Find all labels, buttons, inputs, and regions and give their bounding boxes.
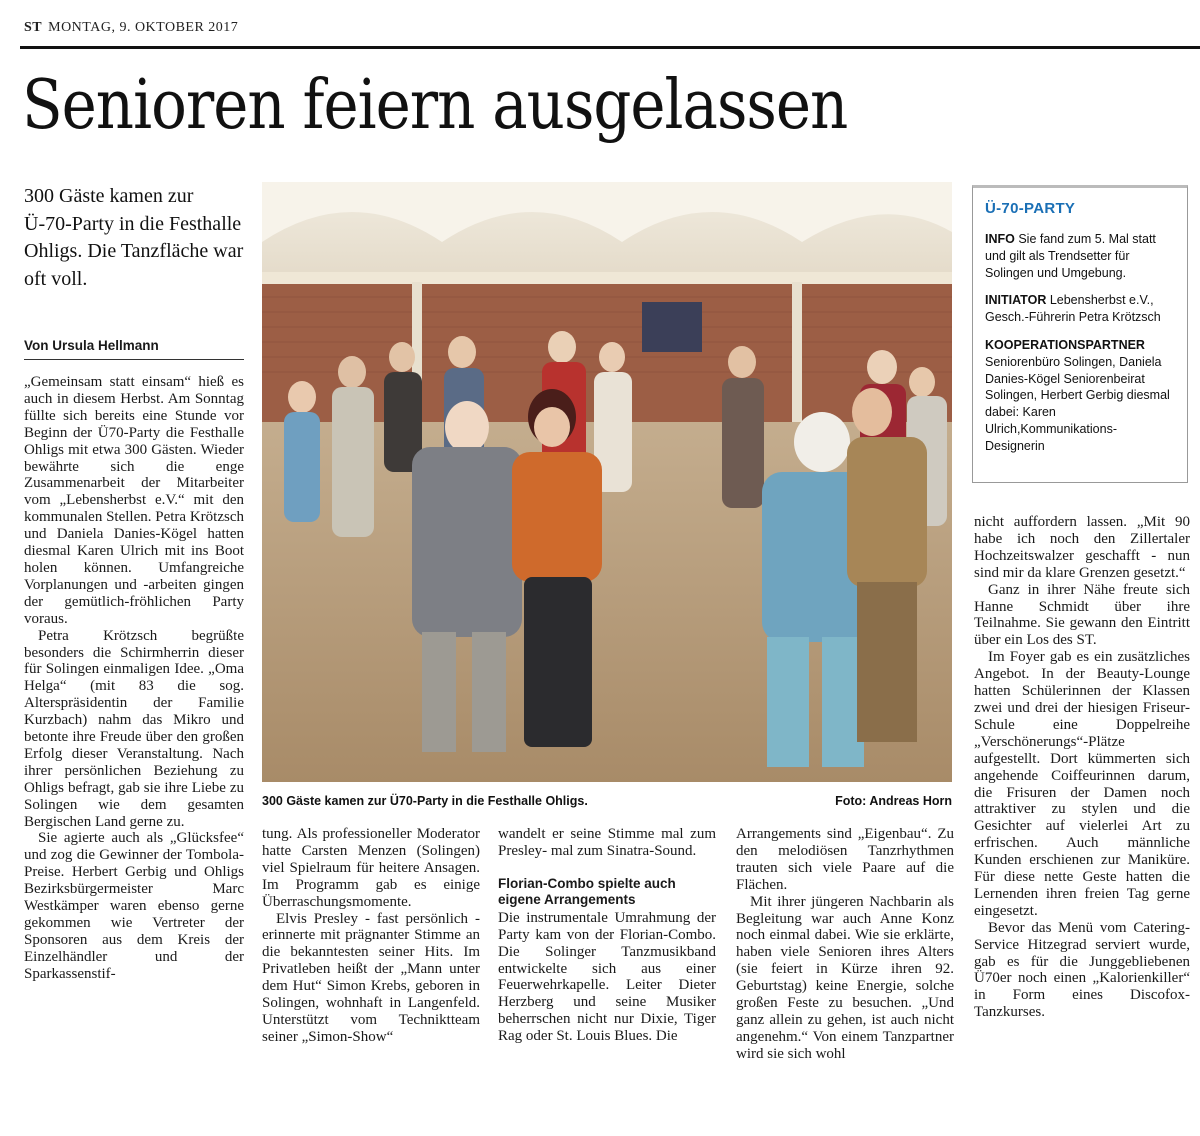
paragraph: Bevor das Menü vom Catering-Service Hitzegrad serviert wurde, gab es für die Junggebliebenen Ü70er noch einen „Kalorienkiller“ in Form eines Discofox-Tanzkurses. xyxy=(974,919,1190,1021)
photo-caption xyxy=(262,794,952,808)
photo-credit: Foto: Andreas Horn xyxy=(835,794,952,808)
initiator-entry xyxy=(985,292,1175,326)
partner-entry xyxy=(985,337,1175,455)
info-entry xyxy=(985,231,1175,281)
initiator-label: INITIATOR xyxy=(985,293,1047,308)
byline: Von Ursula Hellmann xyxy=(24,338,244,360)
initiator-text: Lebensherbst e.V., Gesch.-Führerin Petra Krötzsch xyxy=(985,293,1161,325)
dateline xyxy=(24,20,238,36)
article-column-4 xyxy=(736,826,954,1063)
caption-text: 300 Gäste kamen zur Ü70-Party in die Festhalle Ohligs. xyxy=(262,794,588,808)
subheading: Florian-Combo spielte auch eigene Arrangements xyxy=(498,875,676,907)
paragraph: Im Foyer gab es ein zusätzliches Angebot. In der Beauty-Lounge hatten Schülerinnen der Klassen zwei und drei der hiesigen Friseur-Schule eine Doppelreihe „Verschönerungs“-Plätze aufgestellt. Dort kümmerten sich angehende Coiffeurinnen darum, die Frisuren der Damen noch attraktiver zu stylen und die Gesichter auf vielerlei Art zu erfrischen. Auch männliche Kunden erschienen zur Maniküre. Für diese nette Geste hatten die Lernenden ihren freien Tag gerne eingesetzt. xyxy=(974,649,1190,919)
paragraph: Die instrumentale Umrahmung der Party kam von der Florian-Combo. Die Solinger Tanzmusikband entwickelte sich aus einer Feuerwehrkapelle. Leiter Dieter Herzberg und seine Musiker beherrschen nicht nur Dixie, Tiger Rag oder St. Louis Blues. Die xyxy=(498,909,716,1045)
article-column-3 xyxy=(498,826,716,1045)
article-column-5 xyxy=(974,514,1190,1021)
dance-hall-photo xyxy=(262,182,952,782)
paragraph: „Gemeinsam statt einsam“ hieß es auch in diesem Herbst. Am Sonntag füllte sich bereits eine Stunde vor Beginn der Ü70-Party die Festhalle Ohligs mit etwa 300 Gästen. Wieder bewährte sich die enge Zusammenarbeit der Mitarbeiter vom „Lebensherbst e.V.“ mit den kommunalen Stellen. Petra Krötzsch und Daniela Danies-Kögel hatten diesmal Karen Ulrich mit ins Boot holen können. Umfangreiche Vorplanungen und -arbeiten gingen der gemütlich-fröhlichen Party voraus. xyxy=(24,374,244,627)
section-label: ST xyxy=(24,20,43,35)
paragraph: nicht auffordern lassen. „Mit 90 habe ich noch den Zillertaler Hochzeitswalzer geschafft - nun sind mir da klare Grenzen gesetzt.“ xyxy=(974,514,1190,581)
teaser: 300 Gäste kamen zur Ü-70-Party in die Festhalle Ohligs. Die Tanzfläche war oft voll. xyxy=(24,185,244,290)
article-column-2 xyxy=(262,826,480,1046)
paragraph: Mit ihrer jüngeren Nachbarin als Begleitung war auch Anne Konz noch einmal dabei. Wie sie erklärte, haben viele Senioren ihres Alters (sie feiert in Kürze ihren 92. Geburtstag) keine Energie, solche großen Feste zu besuchen. „Und ganz allein zu gehen, ist auch nicht angenehm.“ Von einem Tanzpartner wird sie sich wohl xyxy=(736,893,954,1062)
info-text: Sie fand zum 5. Mal statt und gilt als Trendsetter für Solingen und Umgebung. xyxy=(985,232,1156,280)
info-box xyxy=(972,185,1188,483)
paragraph: tung. Als professioneller Moderator hatte Carsten Menzen (Solingen) viel Spielraum für heitere Ansagen. Im Programm gab es einige Überraschungsmomente. xyxy=(262,826,480,910)
paragraph: wandelt er seine Stimme mal zum Presley- mal zum Sinatra-Sound. xyxy=(498,826,716,859)
paragraph: Arrangements sind „Eigenbau“. Zu den melodiösen Tanzrhythmen trauten sich viele Paare auf die Flächen. xyxy=(736,826,954,893)
article-photo xyxy=(262,182,952,782)
paragraph: Ganz in ihrer Nähe freute sich Hanne Schmidt über ihre Teilnahme. Sie gewann den Eintritt über ein Los des ST. xyxy=(974,581,1190,649)
paragraph: Petra Krötzsch begrüßte besonders die Schirmherrin dieser für Solingen einmaligen Idee. „Oma Helga“ (mit 83 die sog. Alterspräsidentin der Familie Kurzbach) nahm das Mikro und betonte ihre Freude über den großen Erfolg dieser Veranstaltung. Nach ihrer persönlichen Beziehung zu Ohligs befragt, gab sie ihre Liebe zu Solingen wie dem gesamten Bergischen Land gerne zu. xyxy=(24,627,244,830)
article-column-1 xyxy=(24,374,244,983)
partner-label: KOOPERATIONSPARTNER xyxy=(985,337,1145,352)
info-box-title: Ü-70-PARTY xyxy=(985,200,1076,217)
top-rule xyxy=(20,46,1200,49)
paragraph: Elvis Presley - fast persönlich - erinnerte mit prägnanter Stimme an die bekanntesten seiner Hits. Im Privatleben heißt der „Mann unter dem Hut“ Simon Krebs, geboren in Solingen, wohnhaft in Langenfeld. Unterstützt vom Techniktteam seiner „Simon-Show“ xyxy=(262,910,480,1045)
paragraph: Sie agierte auch als „Glücksfee“ und zog die Gewinner der Tombola-Preise. Herbert Gerbig und Ohligs Bezirksbürgermeister Marc Westkämper waren ebenso gerne gekommen wie Vertreter der Sponsoren aus dem Kreis der Einzelhändler und der Sparkassenstif- xyxy=(24,830,244,982)
info-label: INFO xyxy=(985,232,1015,246)
headline: Senioren feiern ausgelassen xyxy=(22,66,848,145)
issue-date: MONTAG, 9. OKTOBER 2017 xyxy=(48,20,239,35)
partner-text: Seniorenbüro Solingen, Daniela Danies-Kögel Seniorenbeirat Solingen, Herbert Gerbig diesmal dabei: Karen Ulrich,Kommunikations-Designerin xyxy=(985,354,1170,453)
